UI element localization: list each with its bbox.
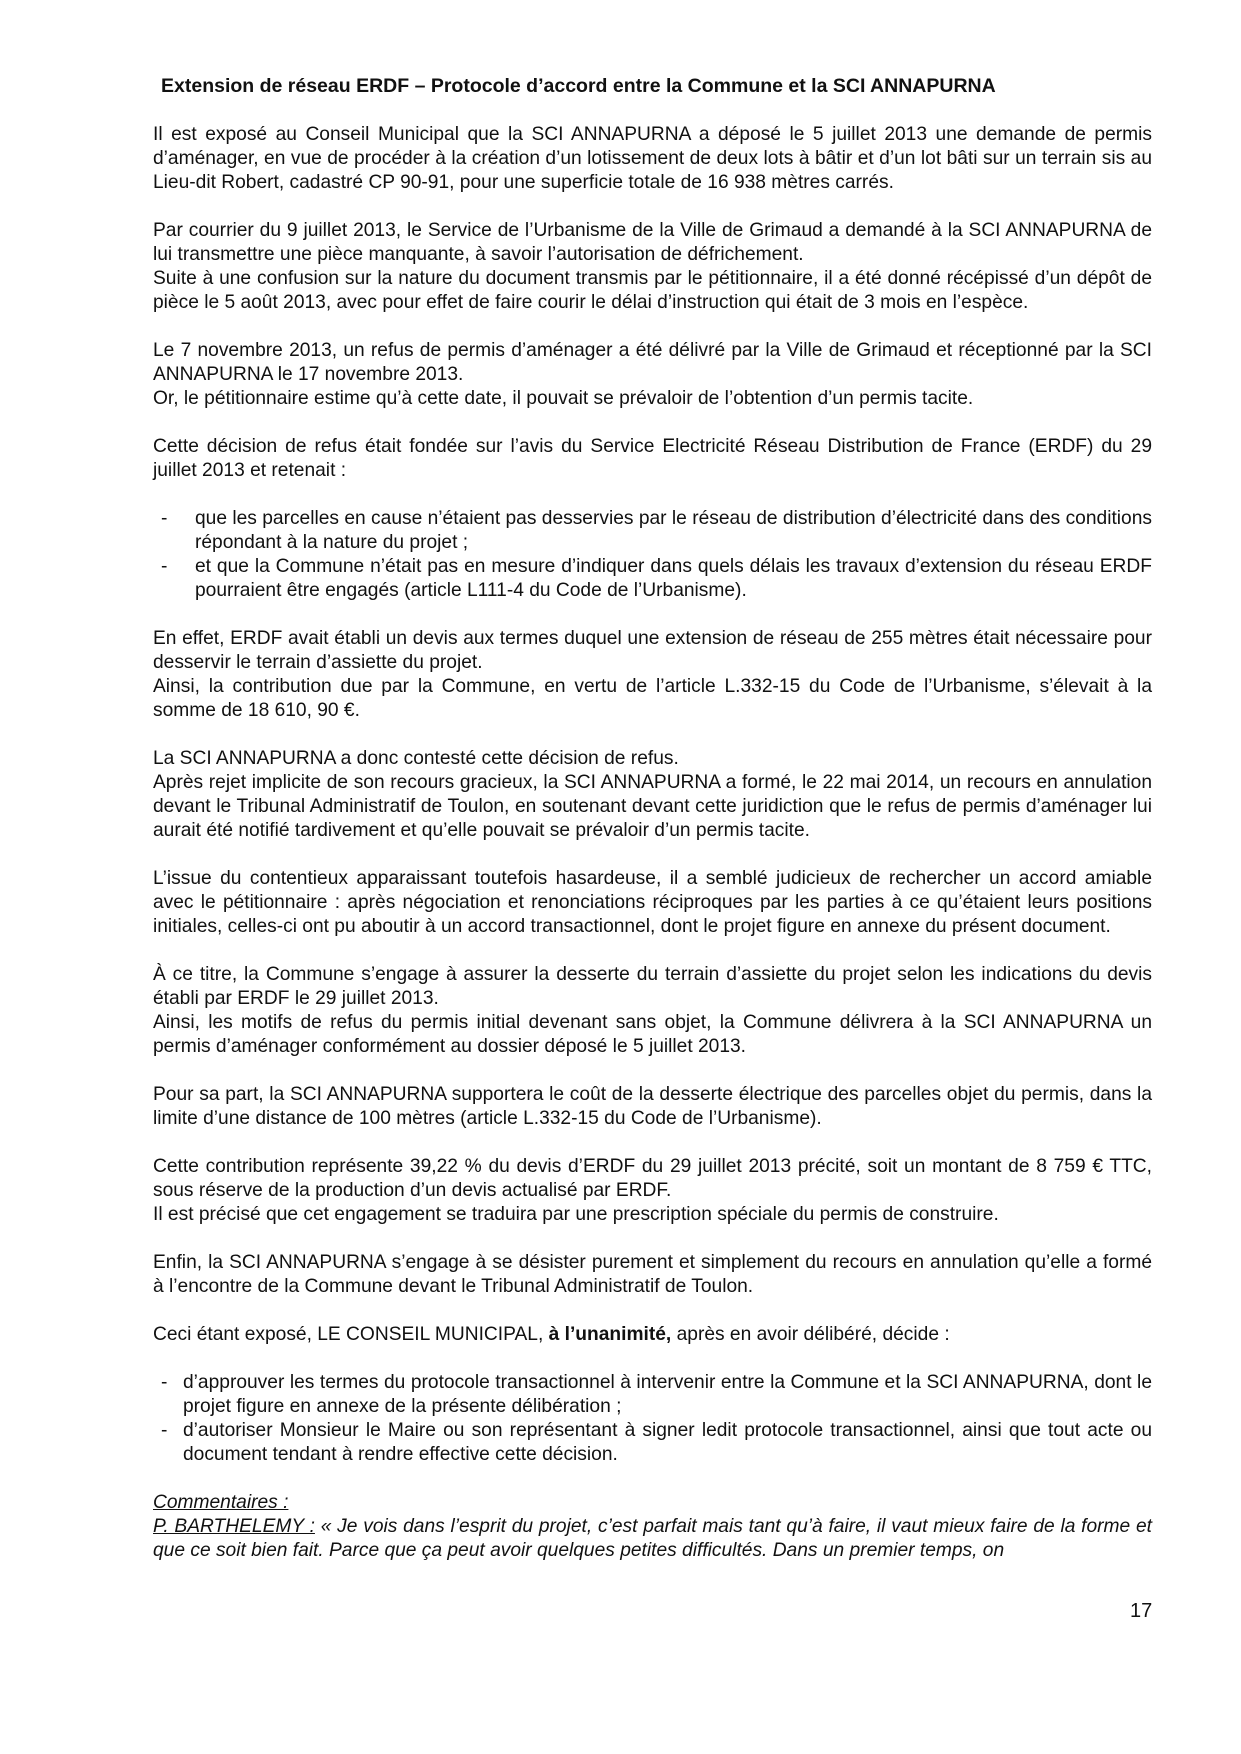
paragraph-5a: En effet, ERDF avait établi un devis aux termes duquel une extension de réseau de 255 mètres était nécessaire pour desservir le terrain d’assiette du projet. — [153, 628, 1152, 673]
list-item-text: que les parcelles en cause n’étaient pas desservies par le réseau de distribution d’électricité dans des conditions répondant à la nature du projet ; — [195, 508, 1152, 553]
paragraph-6b: Après rejet implicite de son recours gracieux, la SCI ANNAPURNA a formé, le 22 mai 2014, un recours en annulation devant le Tribunal Administratif de Toulon, en soutenant devant cette juridiction que le refus de permis d’aménager lui aurait été notifié tardivement et qu’elle pouvait se prévaloir d’un permis tacite. — [153, 772, 1152, 841]
paragraph-11: Enfin, la SCI ANNAPURNA s’engage à se désister purement et simplement du recours en annulation qu’elle a formé à l’encontre de la Commune devant le Tribunal Administratif de Toulon. — [153, 1252, 1152, 1297]
paragraph-8a: À ce titre, la Commune s’engage à assurer la desserte du terrain d’assiette du projet selon les indications du devis établi par ERDF le 29 juillet 2013. — [153, 964, 1152, 1009]
comment-text: « Je vois dans l’esprit du projet, c’est parfait mais tant qu’à faire, il vaut mieux faire de la forme et que ce soit bien fait. Parce que ça peut avoir quelques petites difficultés. Dans un premier temps, on — [153, 1516, 1152, 1561]
paragraph-3b: Or, le pétitionnaire estime qu’à cette date, il pouvait se prévaloir de l’obtention d’un permis tacite. — [153, 388, 974, 409]
dash-marker: - — [161, 1372, 168, 1393]
paragraph-6a: La SCI ANNAPURNA a donc contesté cette décision de refus. — [153, 748, 679, 769]
list-item — [153, 507, 1152, 555]
refusal-reasons-list — [153, 507, 1152, 603]
list-item-text: d’approuver les termes du protocole transactionnel à intervenir entre la Commune et la SCI ANNAPURNA, dont le projet figure en annexe de la présente délibération ; — [183, 1372, 1152, 1417]
dash-marker: - — [161, 1420, 168, 1441]
paragraph-4: Cette décision de refus était fondée sur l’avis du Service Electricité Réseau Distribution de France (ERDF) du 29 juillet 2013 et retenait : — [153, 436, 1152, 481]
paragraph-10b: Il est précisé que cet engagement se traduira par une prescription spéciale du permis de construire. — [153, 1204, 999, 1225]
list-item-text: d’autoriser Monsieur le Maire ou son représentant à signer ledit protocole transactionnel, ainsi que tout acte ou document tendant à rendre effective cette décision. — [183, 1420, 1152, 1465]
paragraph-7: L’issue du contentieux apparaissant toutefois hasardeuse, il a semblé judicieux de rechercher un accord amiable avec le pétitionnaire : après négociation et renonciations réciproques par les parties à ce qu’étaient leurs positions initiales, celles-ci ont pu aboutir à un accord transactionnel, dont le projet figure en annexe du présent document. — [153, 868, 1152, 937]
list-item — [153, 1371, 1152, 1419]
paragraph-5b: Ainsi, la contribution due par la Commune, en vertu de l’article L.332-15 du Code de l’Urbanisme, s’élevait à la somme de 18 610, 90 €. — [153, 676, 1152, 721]
paragraph-2b: Suite à une confusion sur la nature du document transmis par le pétitionnaire, il a été donné récépissé d’un dépôt de pièce le 5 août 2013, avec pour effet de faire courir le délai d’instruction qui était de 3 mois en l’espèce. — [153, 268, 1152, 313]
paragraph-9: Pour sa part, la SCI ANNAPURNA supportera le coût de la desserte électrique des parcelles objet du permis, dans la limite d’une distance de 100 mètres (article L.332-15 du Code de l’Urbanisme). — [153, 1084, 1152, 1129]
paragraph-8b: Ainsi, les motifs de refus du permis initial devenant sans objet, la Commune délivrera à la SCI ANNAPURNA un permis d’aménager conformément au dossier déposé le 5 juillet 2013. — [153, 1012, 1152, 1057]
comments-heading-text: Commentaires : — [153, 1492, 289, 1513]
list-item-text: et que la Commune n’était pas en mesure d’indiquer dans quels délais les travaux d’extension du réseau ERDF pourraient être engagés (article L111-4 du Code de l’Urbanisme). — [195, 556, 1152, 601]
page-number: 17 — [1130, 1600, 1153, 1622]
list-item — [153, 1419, 1152, 1467]
paragraph-10a: Cette contribution représente 39,22 % du devis d’ERDF du 29 juillet 2013 précité, soit un montant de 8 759 € TTC, sous réserve de la production d’un devis actualisé par ERDF. — [153, 1156, 1152, 1201]
paragraph-1: Il est exposé au Conseil Municipal que la SCI ANNAPURNA a déposé le 5 juillet 2013 une demande de permis d’aménager, en vue de procéder à la création d’un lotissement de deux lots à bâtir et d’un lot bâti sur un terrain sis au Lieu-dit Robert, cadastré CP 90-91, pour une superficie totale de 16 938 mètres carrés. — [153, 124, 1152, 193]
list-item — [153, 555, 1152, 603]
document-title: Extension de réseau ERDF – Protocole d’accord entre la Commune et la SCI ANNAPURNA — [161, 75, 996, 97]
paragraph-2a: Par courrier du 9 juillet 2013, le Service de l’Urbanisme de la Ville de Grimaud a demandé à la SCI ANNAPURNA de lui transmettre une pièce manquante, à savoir l’autorisation de défrichement. — [153, 220, 1152, 265]
dash-marker: - — [161, 556, 168, 577]
speaker-name: P. BARTHELEMY : — [153, 1516, 315, 1537]
decision-outro: après en avoir délibéré, décide : — [671, 1324, 950, 1345]
unanimity-bold: à l’unanimité, — [548, 1324, 672, 1345]
decision-intro: Ceci étant exposé, LE CONSEIL MUNICIPAL, — [153, 1324, 549, 1345]
document-body — [153, 123, 1152, 1563]
decision-list — [153, 1371, 1152, 1467]
comment-barthelemy — [153, 1515, 1152, 1563]
dash-marker: - — [161, 508, 168, 529]
paragraph-12-decision — [153, 1323, 1152, 1347]
comments-heading — [153, 1491, 1152, 1515]
paragraph-3a: Le 7 novembre 2013, un refus de permis d’aménager a été délivré par la Ville de Grimaud et réceptionné par la SCI ANNAPURNA le 17 novembre 2013. — [153, 340, 1152, 385]
